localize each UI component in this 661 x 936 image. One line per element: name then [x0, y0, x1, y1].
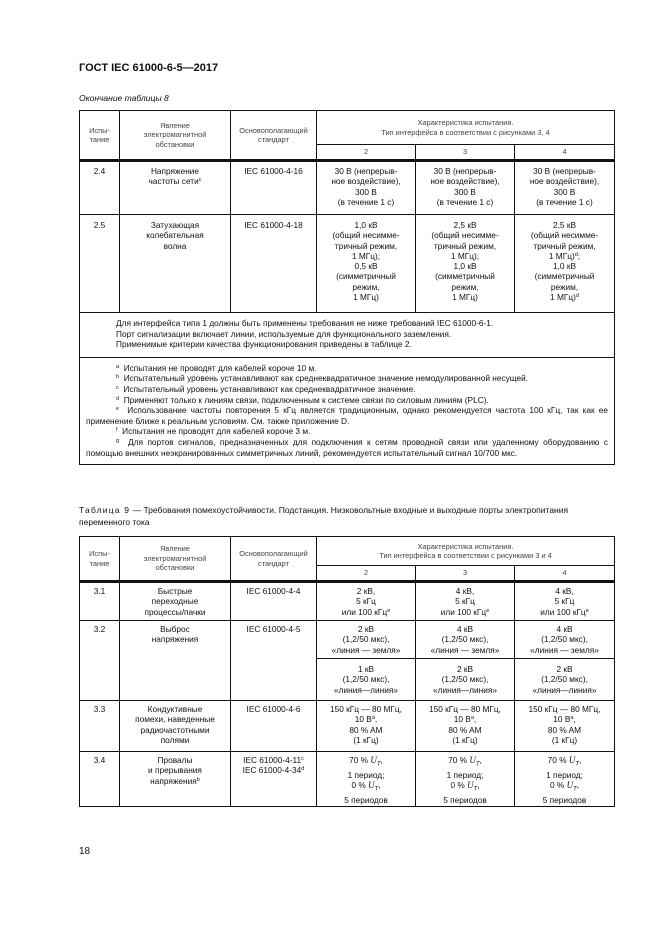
value-type-4: 30 В (непрерыв- ное воздействие), 300 В (в течение 1 с)	[515, 161, 615, 215]
phenomenon: Напряжение частоты сети$^c$	[120, 161, 231, 215]
value-type-2: 150 кГц — 80 МГц, 10 $В^a$, 80 % AM (1 кГц)	[317, 701, 416, 752]
table-8-caption: Окончание таблицы 8	[79, 93, 169, 103]
table-9-caption: Таблица 9 — Требования помехоустойчивости. Подстанция. Низковольтные входные и выходные порты электропитания переменного тока	[79, 505, 569, 527]
col-standard: Основополагающий стандарт	[231, 111, 317, 161]
col-test: Испы- тание	[80, 111, 120, 161]
value-type-3: 150 кГц — 80 МГц, 10 $В^a$, 80 % AM (1 кГц)	[416, 701, 515, 752]
value-type-3: 70 % $U_T$, 1 период; 0 % $U_T$, 5 периодов	[416, 752, 515, 807]
table-row	[80, 582, 615, 621]
value-type-3: 4 кВ, 5 кГц или 100 кГц$^e$	[416, 582, 515, 621]
col-type-3: 3	[416, 566, 515, 582]
page-header: ГОСТ IEC 61000-6-5—2017	[79, 62, 219, 74]
value-type-2: 70 % $U_T$, 1 период; 0 % $U_T$, 5 периодов	[317, 752, 416, 807]
phenomenon: Затухающая колебательная волна	[120, 215, 231, 313]
note-line: Для интерфейса типа 1 должны быть применены требования не ниже требований IEC 61000-6-1.	[116, 318, 494, 328]
col-phenomenon: Явление электромагнитной обстановки	[120, 111, 231, 161]
value-type-4: 4 кВ, 5 кГц или 100 кГц$^e$	[515, 582, 615, 621]
col-test: Испы- тание	[80, 537, 120, 582]
col-type-2: 2	[317, 145, 416, 161]
table-notes	[80, 313, 615, 358]
test-id: 3.4	[80, 752, 120, 807]
value-type-4: 4 кВ (1,2/50 мкс), «линия — земля»	[515, 621, 615, 659]
footnote: $^b$ Испытательный уровень устанавливают как среднеквадратичное значение немодулированной несущей.	[116, 373, 529, 384]
table-row	[80, 752, 615, 807]
phenomenon: Быстрые переходные процессы/пачки	[120, 582, 231, 621]
footnote: $^d$ Применяют только к линиям связи, подключенным к системе связи по силовым линиям (PLC).	[116, 394, 489, 405]
footnote: $^f$ Испытания не проводят для кабелей короче 3 м.	[116, 426, 311, 437]
footnote: $^c$ Испытательный уровень устанавливают как среднеквадратичное значение.	[116, 383, 416, 394]
value-type-3: 30 В (непрерыв- ное воздействие), 300 В (в течение 1 с)	[416, 161, 515, 215]
col-type-2: 2	[317, 566, 416, 582]
phenomenon: Провалы и прерывания напряжения$^b$	[120, 752, 231, 807]
value-type-4: 150 кГц — 80 МГц, 10 $В^a$, 80 % AM (1 кГц)	[515, 701, 615, 752]
table-8	[79, 110, 615, 465]
standard: IEC 61000-4-11$^c$ IEC 61000-4-34$^d$	[231, 752, 317, 807]
col-standard: Основополагающий стандарт	[231, 537, 317, 582]
value-type-2: 1 кВ (1,2/50 мкс), «линия—линия»	[317, 659, 416, 701]
value-type-3: 4 кВ (1,2/50 мкс), «линия — земля»	[416, 621, 515, 659]
col-characteristic: Характеристика испытания. Тип интерфейса в соответствии с рисунками 3 и 4	[317, 537, 615, 566]
col-type-4: 4	[515, 145, 615, 161]
value-type-4: 70 % $U_T$, 1 период; 0 % $U_T$, 5 периодов	[515, 752, 615, 807]
value-type-2: 30 В (непрерыв- ное воздействие), 300 В (в течение 1 с)	[317, 161, 416, 215]
test-id: 3.2	[80, 621, 120, 701]
standard: IEC 61000-4-5	[231, 621, 317, 701]
table-row	[80, 161, 615, 215]
table-row	[80, 215, 615, 313]
table-9	[79, 536, 615, 807]
note-line: Применимые критерии качества функционирования приведены в таблице 2.	[116, 339, 412, 350]
value-type-3: 2 кВ (1,2/50 мкс), «линия—линия»	[416, 659, 515, 701]
test-id: 2.4	[80, 161, 120, 215]
col-characteristic: Характеристика испытания. Тип интерфейса в соответствии с рисунками 3, 4	[317, 111, 615, 145]
page-number: 18	[79, 846, 91, 857]
test-id: 2.5	[80, 215, 120, 313]
col-type-3: 3	[416, 145, 515, 161]
test-id: 3.1	[80, 582, 120, 621]
standard: IEC 61000-4-18	[231, 215, 317, 313]
footnote: $^g$ Для портов сигналов, предназначенных для подключения к сетям проводной связи или удаленному оборудованию с помощью внешних неэкранированных симметричных линий, рекомендуется испытательный сигнал 10/700 мкс.	[86, 436, 608, 458]
test-id: 3.3	[80, 701, 120, 752]
table-footnotes	[80, 357, 615, 464]
footnote: $^e$ Использование частоты повторения 5 кГц является традиционным, однако рекомендуется частота 100 кГц, так как ее применение ближе к реальным условиям. См. также приложение D.	[86, 405, 608, 426]
standard: IEC 61000-4-6	[231, 701, 317, 752]
value-type-4: 2 кВ (1,2/50 мкс), «линия—линия»	[515, 659, 615, 701]
phenomenon: Выброс напряжения	[120, 621, 231, 701]
col-phenomenon: Явление электромагнитной обстановки	[120, 537, 231, 582]
phenomenon: Кондуктивные помехи, наведенные радиочастотными полями	[120, 701, 231, 752]
value-type-2: 2 кВ (1,2/50 мкс), «линия — земля»	[317, 621, 416, 659]
table-row	[80, 701, 615, 752]
value-type-2: 1,0 кВ (общий несимме- тричный режим, 1 МГц); 0,5 кВ (симметричный режим, 1 МГц)	[317, 215, 416, 313]
value-type-4: 2,5 кВ (общий несимме- тричный режим, 1 МГц)$^d$; 1,0 кВ (симметричный режим, 1 МГц)$^d$	[515, 215, 615, 313]
standard: IEC 61000-4-16	[231, 161, 317, 215]
note-line: Порт сигнализации включает линии, используемые для функционального заземления.	[116, 328, 452, 339]
standard: IEC 61000-4-4	[231, 582, 317, 621]
footnote: $^a$ Испытания не проводят для кабелей короче 10 м.	[116, 362, 317, 373]
table-row	[80, 621, 615, 659]
value-type-3: 2,5 кВ (общий несимме- тричный режим, 1 МГц); 1,0 кВ (симметричный режим, 1 МГц)	[416, 215, 515, 313]
value-type-2: 2 кВ, 5 кГц или 100 кГц$^e$	[317, 582, 416, 621]
col-type-4: 4	[515, 566, 615, 582]
